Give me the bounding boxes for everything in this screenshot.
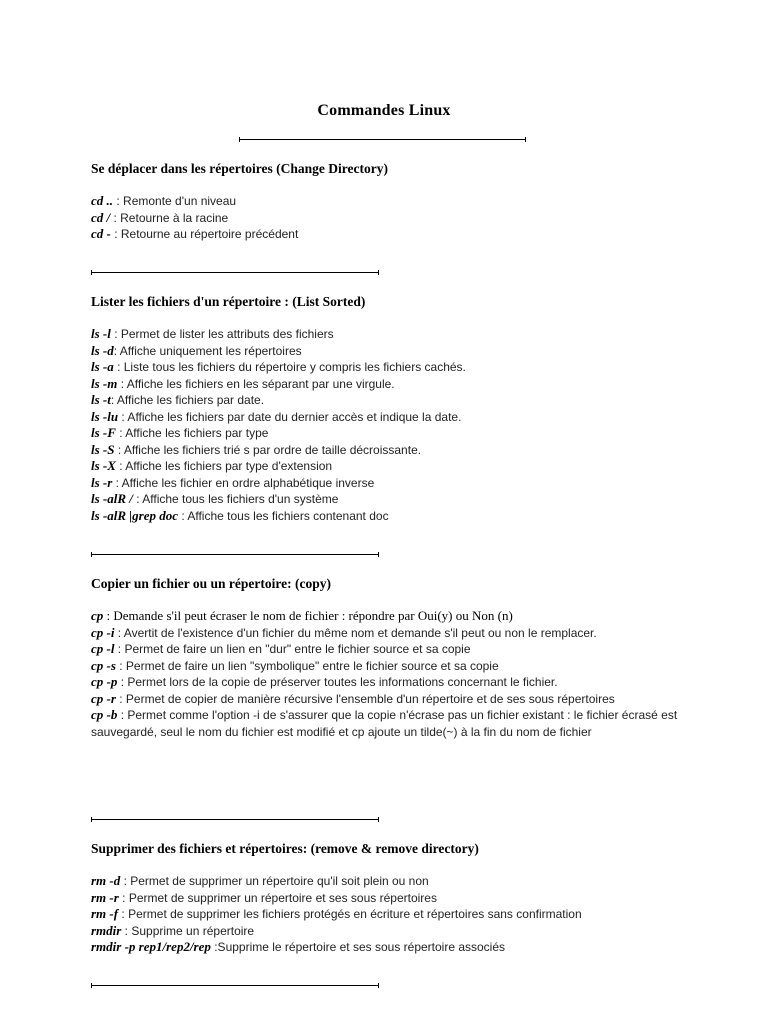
command-description: : Affiche uniquement les répertoires bbox=[113, 343, 302, 358]
command-item bbox=[91, 658, 691, 675]
command-item bbox=[91, 376, 691, 393]
command-list bbox=[91, 193, 691, 243]
command-item bbox=[91, 491, 691, 508]
command-item bbox=[91, 625, 691, 642]
command-name: ls -l bbox=[91, 326, 111, 341]
command-name: ls -m bbox=[91, 375, 118, 391]
command-item bbox=[91, 707, 691, 740]
command-name: cd - bbox=[91, 226, 111, 241]
command-item bbox=[91, 326, 691, 343]
command-description: : Affiche les fichiers par type d'extension bbox=[115, 459, 333, 473]
command-list bbox=[91, 326, 691, 524]
command-name: ls -lu bbox=[91, 408, 119, 424]
command-name: ls -r bbox=[91, 474, 113, 490]
command-description: : Demande s'il peut écraser le nom de fichier : répondre par Oui(y) ou Non (n) bbox=[103, 608, 513, 623]
command-name: rmdir -p rep1/rep2/rep bbox=[91, 939, 211, 954]
command-description: : Permet lors de la copie de préserver toutes les informations concernant le fichier. bbox=[117, 675, 558, 689]
command-name: rm -d bbox=[91, 873, 121, 888]
command-description: : Remonte d'un niveau bbox=[113, 194, 237, 208]
command-name: ls -S bbox=[91, 441, 115, 457]
command-item bbox=[91, 442, 691, 459]
command-description: : Affiche tous les fichiers contenant doc bbox=[178, 508, 389, 523]
command-item bbox=[91, 608, 691, 625]
command-item bbox=[91, 392, 691, 409]
command-description: : Permet de faire un lien en "dur" entre le fichier source et sa copie bbox=[114, 642, 471, 656]
command-item bbox=[91, 210, 691, 227]
command-name: cp -s bbox=[91, 657, 116, 673]
command-name: ls -X bbox=[91, 458, 116, 473]
command-item bbox=[91, 939, 691, 956]
section-heading: Se déplacer dans les répertoires (Change Directory) bbox=[91, 161, 388, 176]
command-item bbox=[91, 226, 691, 243]
command-list bbox=[91, 873, 691, 956]
command-description: : Permet de lister les attributs des fichiers bbox=[110, 327, 334, 341]
command-name: cp -l bbox=[91, 641, 115, 656]
command-description: : Liste tous les fichiers du répertoire y compris les fichiers cachés. bbox=[113, 360, 466, 374]
section-change-directory bbox=[91, 160, 691, 243]
command-description: : Permet de faire un lien "symbolique" entre le fichier source et sa copie bbox=[115, 658, 499, 673]
command-name: cp -i bbox=[91, 624, 115, 640]
command-name: cp -b bbox=[91, 707, 118, 722]
command-description: : Permet de supprimer un répertoire qu'il soit plein ou non bbox=[120, 874, 429, 888]
command-name: cd / bbox=[91, 209, 111, 225]
command-name: cp bbox=[91, 608, 104, 623]
command-item bbox=[91, 873, 691, 890]
command-name: rm -f bbox=[91, 906, 119, 921]
command-name: ls -a bbox=[91, 359, 114, 374]
command-item bbox=[91, 691, 691, 708]
command-item bbox=[91, 475, 691, 492]
command-item bbox=[91, 674, 691, 691]
section-heading: Lister les fichiers d'un répertoire : (List Sorted) bbox=[91, 294, 366, 309]
command-name: ls -alR / bbox=[91, 491, 133, 506]
command-description: : Affiche les fichiers par date du dernier accès et indique la date. bbox=[118, 409, 462, 424]
command-description: : Affiche les fichiers par type bbox=[115, 426, 269, 440]
command-name: cp -p bbox=[91, 674, 118, 689]
command-item bbox=[91, 458, 691, 475]
command-item bbox=[91, 641, 691, 658]
section-heading: Supprimer des fichiers et répertoires: (remove & remove directory) bbox=[91, 841, 479, 856]
command-name: ls -alR |grep doc bbox=[91, 507, 178, 523]
command-name: rmdir bbox=[91, 922, 122, 938]
command-item bbox=[91, 906, 691, 923]
command-name: rm -r bbox=[91, 889, 119, 905]
command-name: cd .. bbox=[91, 193, 114, 208]
command-description: : Avertit de l'existence d'un fichier du même nom et demande s'il peut ou non le remplacer. bbox=[114, 625, 597, 640]
section-rule bbox=[91, 985, 379, 986]
command-description: :Supprime le répertoire et ses sous répertoire associés bbox=[210, 940, 506, 954]
command-item bbox=[91, 890, 691, 907]
command-name: ls -F bbox=[91, 425, 116, 440]
section-heading: Copier un fichier ou un répertoire: (copy) bbox=[91, 576, 331, 591]
command-description: : Affiche les fichier en ordre alphabétique inverse bbox=[112, 475, 375, 490]
command-description: : Permet de copier de manière récursive l'ensemble d'un répertoire et de ses sous répertoires bbox=[115, 691, 615, 706]
command-item bbox=[91, 343, 691, 360]
section-rule bbox=[91, 554, 379, 555]
section-rule bbox=[91, 272, 379, 273]
section-list-sorted bbox=[91, 293, 691, 524]
command-item bbox=[91, 425, 691, 442]
command-item bbox=[91, 508, 691, 525]
command-name: cp -r bbox=[91, 690, 116, 706]
command-description: : Permet comme l'option -i de s'assurer que la copie n'écrase pas un fichier existant : le fichier écrasé est sauvegardé, seul le nom du fichier est modifié et cp ajoute un tilde(~) à la fin du nom de fichier bbox=[91, 708, 678, 739]
section-rule bbox=[91, 819, 379, 820]
command-item bbox=[91, 193, 691, 210]
command-description: : Supprime un répertoire bbox=[121, 923, 255, 938]
command-description: : Affiche les fichiers en les séparant par une virgule. bbox=[117, 376, 395, 391]
command-description: : Retourne à la racine bbox=[110, 210, 229, 225]
page-title: Commandes Linux bbox=[317, 102, 451, 119]
command-list bbox=[91, 608, 691, 740]
command-description: : Permet de supprimer les fichiers protégés en écriture et répertoires sans confirmation bbox=[118, 907, 582, 921]
command-description: : Affiche les fichiers trié s par ordre de taille décroissante. bbox=[114, 442, 422, 457]
command-item bbox=[91, 409, 691, 426]
command-description: : Affiche tous les fichiers d'un système bbox=[132, 492, 339, 506]
command-item bbox=[91, 923, 691, 940]
section-remove bbox=[91, 840, 691, 956]
command-item bbox=[91, 359, 691, 376]
command-name: ls -d bbox=[91, 342, 114, 358]
command-description: : Affiche les fichiers par date. bbox=[110, 393, 265, 407]
title-rule bbox=[239, 139, 526, 140]
command-description: : Retourne au répertoire précédent bbox=[110, 227, 299, 241]
command-description: : Permet de supprimer un répertoire et ses sous répertoires bbox=[118, 890, 437, 905]
section-copy bbox=[91, 575, 691, 740]
command-name: ls -t bbox=[91, 392, 111, 407]
